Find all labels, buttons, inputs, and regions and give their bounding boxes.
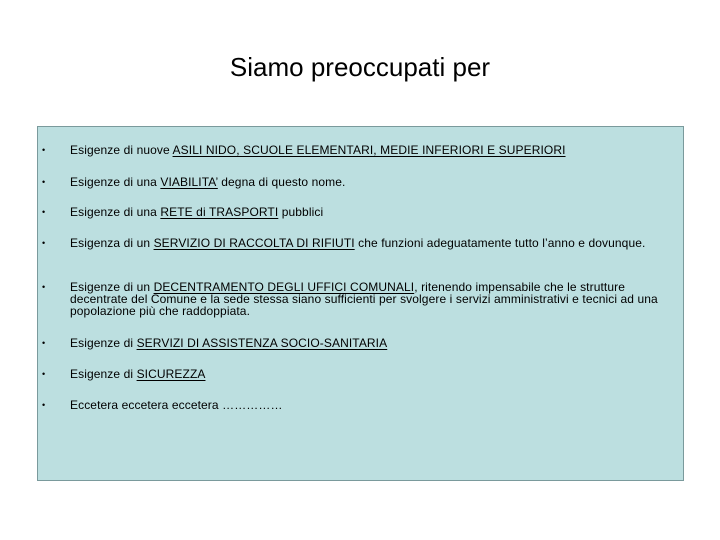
bullet: • <box>42 282 46 292</box>
item-highlight: SERVIZIO DI RACCOLTA DI RIFIUTI <box>153 236 355 250</box>
item-text: Esigenze di una RETE di TRASPORTI pubblici <box>70 205 324 219</box>
item-text: Esigenze di SICUREZZA <box>70 367 206 381</box>
bullet: • <box>42 145 46 155</box>
item-text: Esigenza di un SERVIZIO DI RACCOLTA DI RIFIUTI che funzioni adeguatamente tutto l’anno e dovunque. <box>70 236 646 250</box>
bullet: • <box>42 338 46 348</box>
item-text: Eccetera eccetera eccetera …………… <box>70 398 283 412</box>
item-highlight: SERVIZI DI ASSISTENZA SOCIO-SANITARIA <box>136 336 388 350</box>
item-highlight: DECENTRAMENTO DEGLI UFFICI COMUNALI <box>153 280 415 294</box>
bullet: • <box>42 177 46 187</box>
item-highlight: SICUREZZA <box>136 367 206 381</box>
item-text: Esigenze di un DECENTRAMENTO DEGLI UFFICI COMUNALI, ritenendo impensabile che le strutture decentrate del Comune e la sede stessa siano sufficienti per svolgere i servizi amministrativi e tecnici ad una popolazione più che raddoppiata. <box>70 280 658 318</box>
content-box <box>37 126 684 481</box>
item-text: Esigenze di una VIABILITA’ degna di questo nome. <box>70 175 346 189</box>
bullet: • <box>42 369 46 379</box>
slide-title: Siamo preoccupati per <box>229 52 491 82</box>
item-text: Esigenze di SERVIZI DI ASSISTENZA SOCIO-SANITARIA <box>70 336 388 350</box>
bullet: • <box>42 207 46 217</box>
bullet: • <box>42 400 46 410</box>
item-text: Esigenze di nuove ASILI NIDO, SCUOLE ELEMENTARI, MEDIE INFERIORI E SUPERIORI <box>70 143 566 157</box>
bullet: • <box>42 238 46 248</box>
item-highlight: RETE di TRASPORTI <box>160 205 279 219</box>
item-highlight: ASILI NIDO, SCUOLE ELEMENTARI, MEDIE INFERIORI E SUPERIORI <box>172 143 566 157</box>
item-highlight: VIABILITA’ <box>160 175 218 189</box>
